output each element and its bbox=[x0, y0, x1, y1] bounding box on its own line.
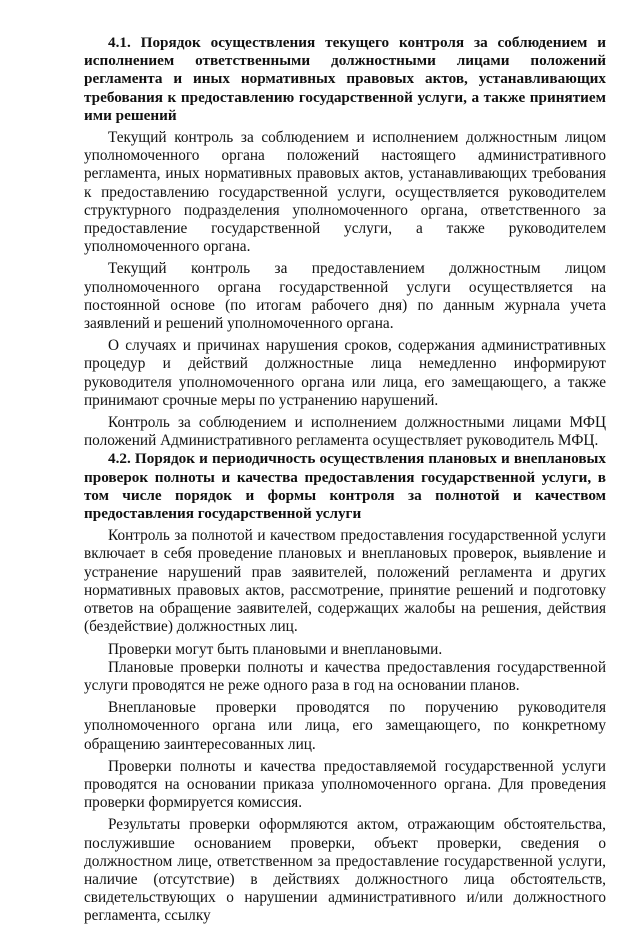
section-4-1-paragraph: Текущий контроль за предоставлением должностным лицом уполномоченного органа государственной услуги осуществляется на постоянной основе (по итогам рабочего дня) по данным журнала учета заявлений и решений уполномоченного органа. bbox=[84, 260, 606, 333]
section-4-1-paragraph: О случаях и причинах нарушения сроков, содержания административных процедур и действий должностные лица немедленно информируют руководителя уполномоченного органа или лица, его замещающего, а также принимают срочные меры по устранению нарушений. bbox=[84, 337, 606, 409]
section-4-1-paragraph: Текущий контроль за соблюдением и исполнением должностным лицом уполномоченного органа положений настоящего административного регламента, иных нормативных правовых актов, устанавливающих требования к предоставлению государственной услуги, осуществляется руководителем структурного подразделения уполномоченного органа, ответственного за предоставление государственной услуги, а также руководителем уполномоченного органа. bbox=[84, 129, 606, 256]
section-4-2-paragraph: Контроль за полнотой и качеством предоставления государственной услуги включает в себя проведение плановых и внеплановых проверок, выявление и устранение нарушений прав заявителей, положений регламента и других нормативных правовых актов, рассмотрение, принятие решений и подготовку ответов на обращение заявителей, содержащих жалобы на решения, действия (бездействие) должностных лиц. bbox=[84, 527, 606, 636]
section-4-2-paragraph: Проверки могут быть плановыми и внеплановыми. bbox=[108, 640, 443, 658]
section-4-2-paragraph: Внеплановые проверки проводятся по поручению руководителя уполномоченного органа или лица, его замещающего, по конкретному обращению заинтересованных лиц. bbox=[84, 699, 606, 753]
section-4-2-paragraph: Результаты проверки оформляются актом, отражающим обстоятельства, послужившие основанием проверки, объект проверки, сведения о должностном лице, ответственном за предоставление государственной услуги, наличие (отсутствие) в действиях должностного лица обстоятельств, свидетельствующих о нарушении административного и/или должностного регламента, ссылку bbox=[84, 816, 606, 925]
section-4-1-paragraph: Контроль за соблюдением и исполнением должностными лицами МФЦ положений Административного регламента осуществляет руководитель МФЦ. bbox=[84, 414, 606, 450]
section-4-2-heading: 4.2. Порядок и периодичность осуществления плановых и внеплановых проверок полноты и качества предоставления государственной услуги, в том числе порядок и формы контроля за полнотой и качеством предоставления государственной услуги bbox=[84, 450, 606, 523]
section-4-2-paragraph: Плановые проверки полноты и качества предоставления государственной услуги проводятся не реже одного раза в год на основании планов. bbox=[84, 658, 606, 694]
section-4-1-heading: 4.1. Порядок осуществления текущего контроля за соблюдением и исполнением ответственными должностными лицами положений регламента и иных нормативных правовых актов, устанавливающих требования к предоставлению государственной услуги, а также принятием ими решений bbox=[84, 34, 606, 124]
section-4-2-paragraph: Проверки полноты и качества предоставляемой государственной услуги проводятся на основании приказа уполномоченного органа. Для проведения проверки формируется комиссия. bbox=[84, 757, 606, 812]
